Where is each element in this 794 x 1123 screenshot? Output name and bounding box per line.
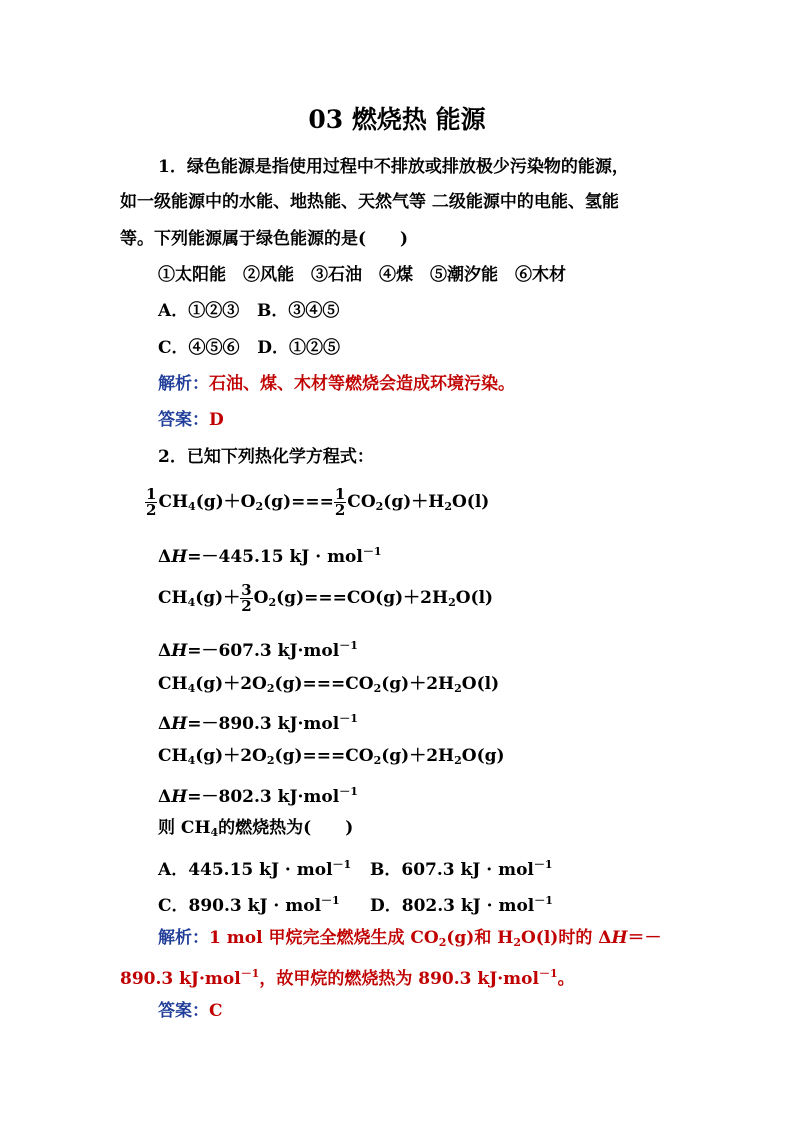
q1-answer-value: D bbox=[209, 410, 224, 430]
q1-answer bbox=[158, 408, 224, 432]
q1-line2: 如一级能源中的水能、地热能、天然气等 二级能源中的电能、氢能 bbox=[120, 192, 619, 212]
q2-question: 则 $CH_4$的燃烧热为( ) bbox=[158, 818, 354, 839]
q1-option-a: A．①②③ bbox=[158, 301, 240, 321]
q2-option-b: B．607.3 kJ · mol$^{-1}$ bbox=[370, 858, 553, 880]
q2-analysis-label: 解析： bbox=[158, 928, 209, 948]
q2-answer-value: C bbox=[209, 1001, 223, 1021]
q2-dh-1: ΔH=－445.15 kJ · mol$^{-1}$ bbox=[158, 545, 382, 567]
q2-analysis-line2: 890.3 kJ·mol$^{-1}$，故甲烷的燃烧热为 890.3 kJ·mol$^{-1}$。 bbox=[120, 967, 575, 989]
q1-options-cd bbox=[158, 336, 340, 360]
q1-analysis-text: 石油、煤、木材等燃烧会造成环境污染。 bbox=[209, 374, 515, 394]
q2-option-c: C．890.3 kJ · mol$^{-1}$ bbox=[158, 894, 340, 916]
q1-items: ①太阳能 ②风能 ③石油 ④煤 ⑤潮汐能 ⑥木材 bbox=[158, 265, 566, 285]
q2-intro: 2．已知下列热化学方程式： bbox=[158, 447, 374, 467]
q2-equation-3: $CH_4(g)+2O_2(g)===CO_2(g)+2H_2O(l)$ bbox=[158, 674, 500, 695]
q2-dh-3: ΔH=－890.3 kJ·mol$^{-1}$ bbox=[158, 712, 358, 734]
q2-dh-4: ΔH=－802.3 kJ·mol$^{-1}$ bbox=[158, 785, 358, 807]
q2-analysis-line1: 解析：1 mol 甲烷完全燃烧生成 $CO_2(g)$和 $H_2O(l)$时的 ΔH＝－ bbox=[158, 928, 662, 949]
q2-equation-2: $CH_4(g)+$ $\frac{3}{2}$ $O_2(g)===CO(g)+2H_2O(l)$ bbox=[158, 581, 494, 615]
q2-answer bbox=[158, 999, 223, 1023]
q1-analysis-label: 解析： bbox=[158, 374, 209, 394]
q1-option-b: B．③④⑤ bbox=[256, 301, 340, 321]
q1-line1: 1．绿色能源是指使用过程中不排放或排放极少污染物的能源， bbox=[158, 157, 629, 177]
q1-answer-label: 答案： bbox=[158, 410, 209, 430]
q1-analysis bbox=[158, 372, 515, 396]
q1-line3: 等。下列能源属于绿色能源的是( ) bbox=[120, 229, 409, 249]
q1-option-d: D．①②⑤ bbox=[257, 338, 341, 358]
q2-answer-label: 答案： bbox=[158, 1001, 209, 1021]
q2-equation-1: $\frac{1}{2}$ $CH_4(g)+O_2(g)===$ $\frac{1}{2}$ $CO_2(g)+H_2O(l)$ bbox=[146, 485, 490, 519]
q1-option-c: C．④⑤⑥ bbox=[158, 338, 240, 358]
q2-option-d: D．802.3 kJ · mol$^{-1}$ bbox=[370, 894, 553, 916]
q2-option-a: A．445.15 kJ · mol$^{-1}$ bbox=[158, 858, 352, 880]
q1-options-ab bbox=[158, 299, 339, 323]
q2-equation-4: $CH_4(g)+2O_2(g)===CO_2(g)+2H_2O(g)$ bbox=[158, 746, 505, 767]
page-title: 03 燃烧热 能源 bbox=[308, 105, 486, 134]
q2-dh-2: ΔH=－607.3 kJ·mol$^{-1}$ bbox=[158, 639, 358, 661]
